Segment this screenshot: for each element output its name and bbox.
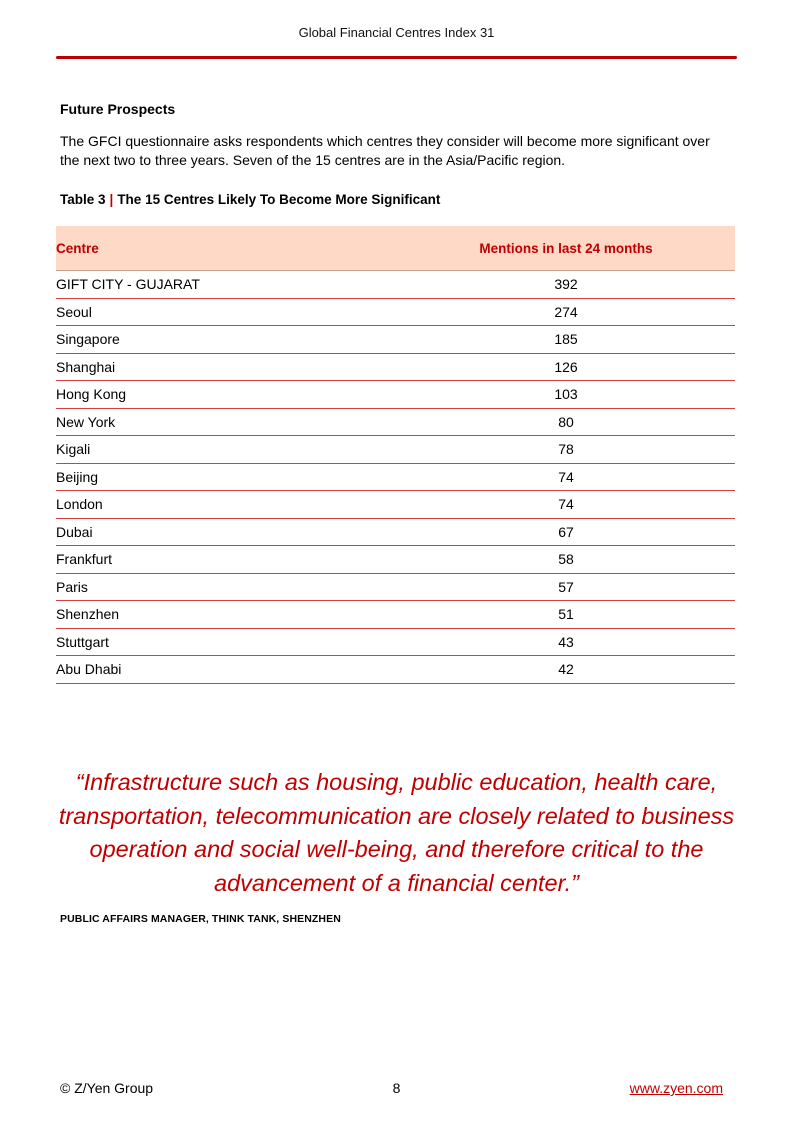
centre-name: Shanghai [56,358,116,375]
table-caption-title: The 15 Centres Likely To Become More Significant [117,192,441,207]
table-header [56,226,735,271]
centre-name: Abu Dhabi [56,661,122,677]
table-row [56,574,735,602]
table-body [56,271,735,684]
mentions-count: 74 [558,496,574,512]
table-row [56,409,735,437]
centre-name: Dubai [56,523,93,540]
mentions-count: 274 [554,303,578,320]
table-caption-separator: | [109,192,114,207]
centre-name: Seoul [56,303,92,320]
mentions-count: 67 [558,523,574,540]
header-divider [56,56,737,59]
centre-name: Hong Kong [56,386,127,402]
mentions-count: 78 [558,441,574,457]
table-row [56,299,735,327]
pull-quote: “Infrastructure such as housing, public education, health care, transportation, telecommunication are closely related to business operation and social well-being, and therefore critical to the advancement of a financial center.” [58,769,735,896]
centre-name: London [56,496,103,512]
table-row [56,546,735,574]
table-caption-label: Table 3 [60,192,106,207]
footer-website-link[interactable]: www.zyen.com [629,1080,723,1096]
mentions-count: 103 [554,386,578,402]
footer-copyright: © Z/Yen Group [60,1080,154,1096]
centre-name: Stuttgart [56,633,109,650]
page-header-title: Global Financial Centres Index 31 [298,25,495,40]
mentions-count: 126 [554,358,578,375]
mentions-count: 51 [558,606,574,622]
column-header-centre: Centre [56,241,99,256]
column-header-mentions: Mentions in last 24 months [479,241,653,256]
centre-name: Frankfurt [56,551,113,567]
centre-name: Shenzhen [56,606,120,622]
mentions-count: 185 [554,331,578,347]
table-row [56,326,735,354]
centre-name: Singapore [56,331,120,347]
centre-name: Beijing [56,468,99,485]
mentions-count: 80 [558,413,574,430]
table-row [56,601,735,629]
mentions-count: 392 [554,276,578,292]
centre-name: GIFT CITY - GUJARAT [56,276,200,292]
section-heading: Future Prospects [60,101,176,117]
table-row [56,381,735,409]
table-caption [60,192,440,207]
table-row [56,519,735,547]
mentions-count: 42 [558,661,574,677]
table-row [56,354,735,382]
centre-name: Paris [56,578,88,595]
footer-page-number: 8 [392,1080,401,1096]
quote-attribution: PUBLIC AFFAIRS MANAGER, THINK TANK, SHENZHEN [60,913,341,925]
table-row [56,656,735,684]
mentions-count: 57 [558,578,574,595]
mentions-count: 43 [558,633,574,650]
centre-name: New York [56,413,116,430]
table-row [56,464,735,492]
table-row [56,271,735,299]
table-row [56,629,735,657]
table-row [56,436,735,464]
mentions-count: 58 [558,551,574,567]
centre-name: Kigali [56,441,91,457]
mentions-count: 74 [558,468,574,485]
intro-paragraph: The GFCI questionnaire asks respondents which centres they consider will become more significant over the next two to three years. Seven of the 15 centres are in the Asia/Pacific region. [60,133,710,168]
table-row [56,491,735,519]
